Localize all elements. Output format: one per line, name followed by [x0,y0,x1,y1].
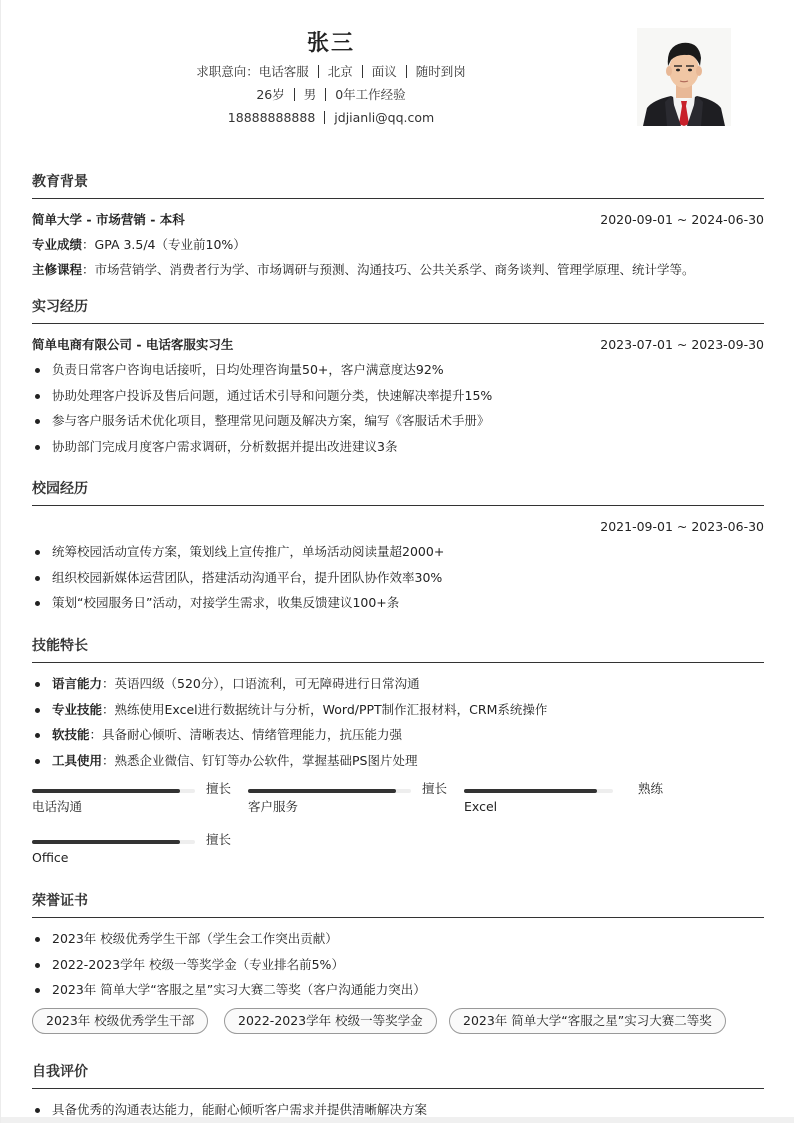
list-item: 负责日常客户咨询电话接听，日均处理咨询量50+，客户满意度达92% [32,357,764,383]
section-skills [32,636,764,873]
skill-level: 擅长 [206,832,232,847]
skill-bar-fill [32,840,180,844]
list-item: 统筹校园活动宣传方案，策划线上宣传推广，单场活动阅读量超2000+ [32,539,764,565]
availability: 随时到岗 [415,64,466,79]
skill-name: Office [32,850,69,865]
skill-bar-fill [248,789,396,793]
divider [294,88,295,101]
honor-tag: 2022-2023学年 校级一等奖学金 [224,1008,437,1034]
section-title: 荣誉证书 [32,891,764,918]
campus-date: 2021-09-01 ~ 2023-06-30 [600,519,764,534]
section-title: 自我评价 [32,1062,764,1089]
list-item [32,748,764,774]
skill-text: ：英语四级（520分），口语流利，可无障碍进行日常沟通 [102,676,420,691]
internship-date: 2023-07-01 ~ 2023-09-30 [600,337,764,352]
list-item: 协助处理客户投诉及售后问题，通过话术引导和问题分类，快速解决率提升15% [32,383,764,409]
skill-label: 语言能力 [52,676,103,691]
list-item: 协助部门完成月度客户需求调研，分析数据并提出改进建议3条 [32,434,764,460]
list-item: 2022-2023学年 校级一等奖学金（专业排名前5%） [32,952,764,978]
contact-line [1,106,661,129]
skill-text: ：熟练使用Excel进行数据统计与分析，Word/PPT制作汇报材料，CRM系统操作 [102,701,548,717]
school-major-degree: 简单大学 - 市场营销 - 本科 [32,212,185,227]
list-item [32,697,764,723]
skill-name: 客户服务 [248,799,299,814]
campus-bullets [32,539,764,616]
honor-tags [32,1008,764,1038]
section-title: 校园经历 [32,479,764,506]
list-item: 策划“校园服务日”活动，对接学生需求，收集反馈建议100+条 [32,590,764,616]
section-title: 实习经历 [32,297,764,324]
gpa-value: ：GPA 3.5/4（专业前10%） [82,237,246,252]
skill-name: 电话沟通 [32,799,83,814]
skill-bar-track [32,840,195,844]
skill-level: 擅长 [422,781,448,796]
skill-bar-fill [464,789,597,793]
skill-level: 熟练 [638,781,664,796]
education-row [32,207,764,232]
list-item [32,722,764,748]
divider [324,111,325,124]
honor-tag: 2023年 校级优秀学生干部 [32,1008,208,1034]
phone: 18888888888 [227,110,316,125]
internship-bullets [32,357,764,459]
resume-header [1,28,661,129]
campus-row [32,514,764,539]
gpa-label: 专业成绩 [32,237,83,252]
section-education [32,172,764,282]
page-bottom-edge [1,1117,794,1123]
divider [325,88,326,101]
honors-bullets [32,926,764,1003]
skill-bar-track [464,789,613,793]
avatar [637,28,731,126]
section-self-evaluation [32,1062,764,1123]
gender: 男 [303,87,317,102]
skill-bar-track [32,789,195,793]
section-title: 技能特长 [32,636,764,663]
divider [318,65,319,78]
skill-bar-track [248,789,411,793]
salary: 面议 [371,64,397,79]
list-item: 具备优秀的沟通表达能力，能耐心倾听客户需求并提供清晰解决方案 [32,1097,764,1123]
gpa-row [32,232,764,257]
avatar-illustration-icon [637,28,731,126]
courses-row [32,257,764,282]
list-item: 组织校园新媒体运营团队，搭建活动沟通平台，提升团队协作效率30% [32,565,764,591]
personal-info-line [1,83,661,106]
list-item: 2023年 校级优秀学生干部（学生会工作突出贡献） [32,926,764,952]
candidate-name: 张三 [306,31,355,56]
section-campus [32,479,764,616]
experience: 0年工作经验 [335,87,406,102]
skill-bar-fill [32,789,180,793]
location: 北京 [327,64,353,79]
divider [362,65,363,78]
job-intention-line [1,60,661,83]
skill-level: 擅长 [206,781,232,796]
divider [406,65,407,78]
courses-value: ：市场营销学、消费者行为学、市场调研与预测、沟通技巧、公共关系学、商务谈判、管理学原理、统计学等。 [82,262,695,277]
email[interactable]: jdjianli@qq.com [334,110,435,125]
list-item: 参与客户服务话术优化项目，整理常见问题及解决方案，编写《客服话术手册》 [32,408,764,434]
skills-bullets [32,671,764,773]
list-item: 2023年 简单大学“客服之星”实习大赛二等奖（客户沟通能力突出） [32,977,764,1003]
skill-bars [32,783,764,873]
skill-name: Excel [464,799,498,814]
job-intention: 求职意向：电话客服 [196,64,309,79]
section-honors [32,891,764,1038]
age: 26岁 [256,87,285,102]
company-position: 简单电商有限公司 - 电话客服实习生 [32,337,234,352]
honor-tag: 2023年 简单大学“客服之星”实习大赛二等奖 [449,1008,726,1034]
skill-label: 专业技能 [52,701,103,717]
section-title: 教育背景 [32,172,764,199]
list-item [32,671,764,697]
skill-label: 软技能 [52,727,90,742]
courses-label: 主修课程 [32,262,83,277]
internship-row [32,332,764,357]
skill-text: ：具备耐心倾听、清晰表达、情绪管理能力，抗压能力强 [89,727,403,742]
education-date: 2020-09-01 ~ 2024-06-30 [600,212,764,227]
skill-text: ：熟悉企业微信、钉钉等办公软件，掌握基础PS图片处理 [102,752,418,768]
section-internship [32,297,764,459]
skill-label: 工具使用 [52,752,103,768]
